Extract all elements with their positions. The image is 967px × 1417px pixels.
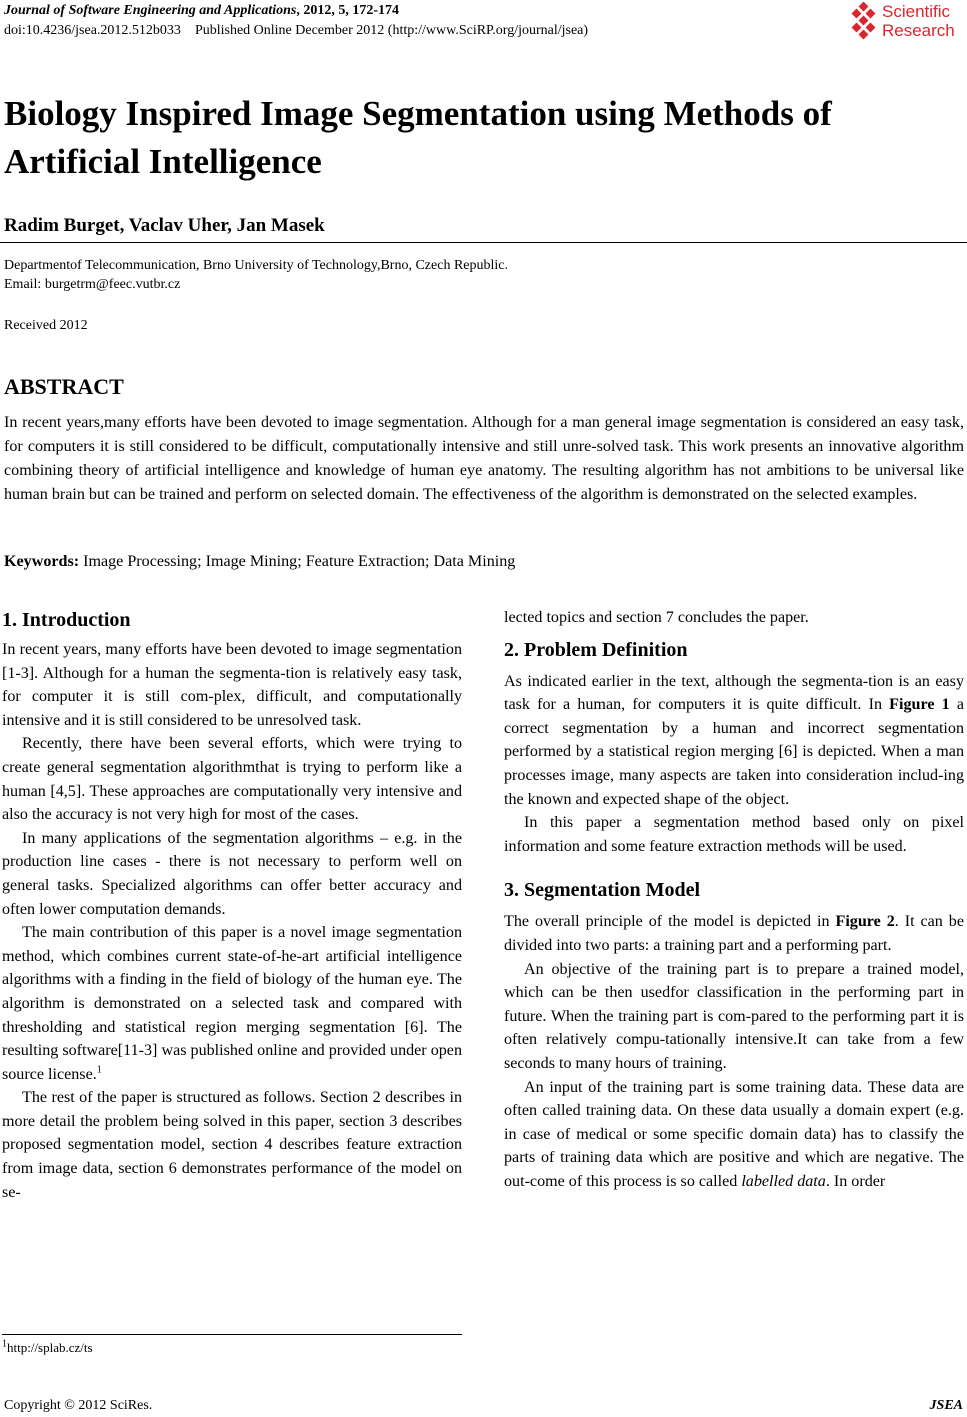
figure-2-ref: Figure 2	[835, 913, 895, 931]
footnote	[2, 1340, 93, 1356]
keywords-label: Keywords:	[4, 553, 80, 570]
copyright: Copyright © 2012 SciRes.	[4, 1398, 153, 1413]
intro-paragraph-4	[2, 921, 462, 1086]
affiliation-block	[4, 256, 508, 294]
keywords-list: Image Processing; Image Mining; Feature Extraction; Data Mining	[79, 553, 516, 570]
journal-volume: , 2012, 5, 172-174	[296, 3, 400, 18]
intro-paragraph-1: In recent years, many efforts have been devoted to image segmentation [1-3]. Although for a human the segmenta-tion is relatively easy task, for computer it is still com-plex, difficult, and computationally intensive and it is still considered to be unresolved task.	[2, 641, 462, 729]
paper-title: Biology Inspired Image Segmentation using Methods of Artificial Intelligence	[4, 94, 832, 181]
section-2-heading: 2. Problem Definition	[504, 638, 688, 661]
intro-paragraph-2: Recently, there have been several efforts, which were trying to create general segmentation algorithmthat is trying to perform like a human [4,5]. These approaches are computationally very intensive and also the accuracy is not very high for most of the cases.	[2, 735, 462, 824]
model-paragraph-1	[504, 910, 964, 957]
labelled-data-term: labelled data	[741, 1172, 826, 1190]
model-paragraph-3	[504, 1076, 964, 1194]
intro-continuation: lected topics and section 7 concludes the paper.	[504, 609, 809, 626]
authors: Radim Burget, Vaclav Uher, Jan Masek	[4, 215, 325, 236]
intro-paragraph-5: The rest of the paper is structured as follows. Section 2 describes in more detail the problem being solved in this paper, section 3 describes proposed segmentation model, section 4 describes feature extraction from image data, section 6 demonstrates performance of the model on se-	[2, 1089, 462, 1201]
left-column	[2, 606, 462, 1204]
intro-paragraph-4-text: The main contribution of this paper is a novel image segmentation method, which combines current state-of-he-art artificial intelligence algorithms with a finding in the field of biology of the human eye. The algorithm is demonstrated on a selected task and compared with thresholding and statistical region merging segmentation [6]. The resulting software[11-3] was published online and provided under open source license.	[2, 924, 462, 1083]
journal-name: Journal of Software Engineering and Applications	[4, 3, 297, 18]
abstract-heading: ABSTRACT	[4, 374, 124, 399]
doi-line	[4, 22, 588, 39]
figure-1-ref: Figure 1	[889, 696, 950, 714]
journal-abbreviation: JSEA	[929, 1398, 963, 1413]
logo-line-1: Scientific	[882, 2, 951, 21]
model-paragraph-3-a: An input of the training part is some training data. These data are often called training data. On these data usually a domain expert (e.g. in case of medical or some specific domain data) has to classify the parts of training data which are positive and which are negative. The out-come of this process is so called	[504, 1078, 964, 1190]
received-date: Received 2012	[4, 318, 88, 333]
section-1-heading: 1. Introduction	[2, 609, 131, 631]
footnote-mark: 1	[2, 1338, 7, 1350]
logo-line-2: Research	[882, 21, 955, 40]
footnote-link: http://splab.cz/ts	[7, 1340, 93, 1355]
right-column	[504, 606, 964, 1193]
keywords	[4, 551, 515, 573]
doi: doi:10.4236/jsea.2012.512b033	[4, 23, 181, 38]
publisher-logo-icon	[848, 2, 880, 40]
abstract-text: In recent years,many efforts have been devoted to image segmentation. Although for a man general image segmentation is considered an easy task, for computers it is still considered to be difficult, computationally intensive and still unre-solved task. This work presents an innovative algorithm combining theory of artificial intelligence and knowledge of human eye anatomy. The resulting algorithm has not ambitions to be universal like human brain but can be trained and perform on selected domain. The effectiveness of the algorithm is demonstrated on the selected examples.	[4, 414, 964, 503]
problem-paragraph-2: In this paper a segmentation method based only on pixel information and some feature extraction methods will be used.	[504, 814, 964, 855]
author-divider	[0, 242, 967, 243]
publisher-logo-text	[882, 2, 955, 40]
section-3-heading: 3. Segmentation Model	[504, 879, 701, 902]
problem-paragraph-1-a: As indicated earlier in the text, although the segmenta-tion is an easy task for a human, for computers it is quite difficult. In	[504, 672, 964, 714]
footnote-divider	[2, 1334, 462, 1335]
model-paragraph-3-b: . In order	[825, 1172, 886, 1190]
email: Email: burgetrm@feec.vutbr.cz	[4, 277, 181, 292]
intro-paragraph-3: In many applications of the segmentation algorithms – e.g. in the production line cases - there is not necessary to perform well on general tasks. Specialized algorithms can offer better accuracy and often lower computation demands.	[2, 829, 462, 918]
problem-paragraph-1	[504, 670, 964, 812]
model-paragraph-1-b: . It can be divided into two parts: a training part and a performing part.	[504, 913, 964, 954]
publisher-logo	[848, 2, 966, 42]
problem-paragraph-1-b: a correct segmentation by a human and incorrect segmentation performed by a statistical region merging [6] is depicted. When a man processes image, many aspects are taken into consideration includ-ing the known and expected shape of the object.	[504, 696, 964, 808]
affiliation: Departmentof Telecommunication, Brno University of Technology,Brno, Czech Republic.	[4, 258, 508, 273]
journal-header	[4, 2, 399, 19]
model-paragraph-1-a: The overall principle of the model is depicted in	[504, 913, 836, 931]
footnote-ref: 1	[96, 1064, 102, 1076]
published-online: Published Online December 2012 (http://www.SciRP.org/journal/jsea)	[194, 23, 589, 38]
model-paragraph-2: An objective of the training part is to prepare a trained model, which can be then usedfor classification in the performing part in future. When the training part is com-pared to the performing part it is often relatively compu-tationally intensive.It can take from a few seconds to many hours of training.	[504, 960, 964, 1072]
